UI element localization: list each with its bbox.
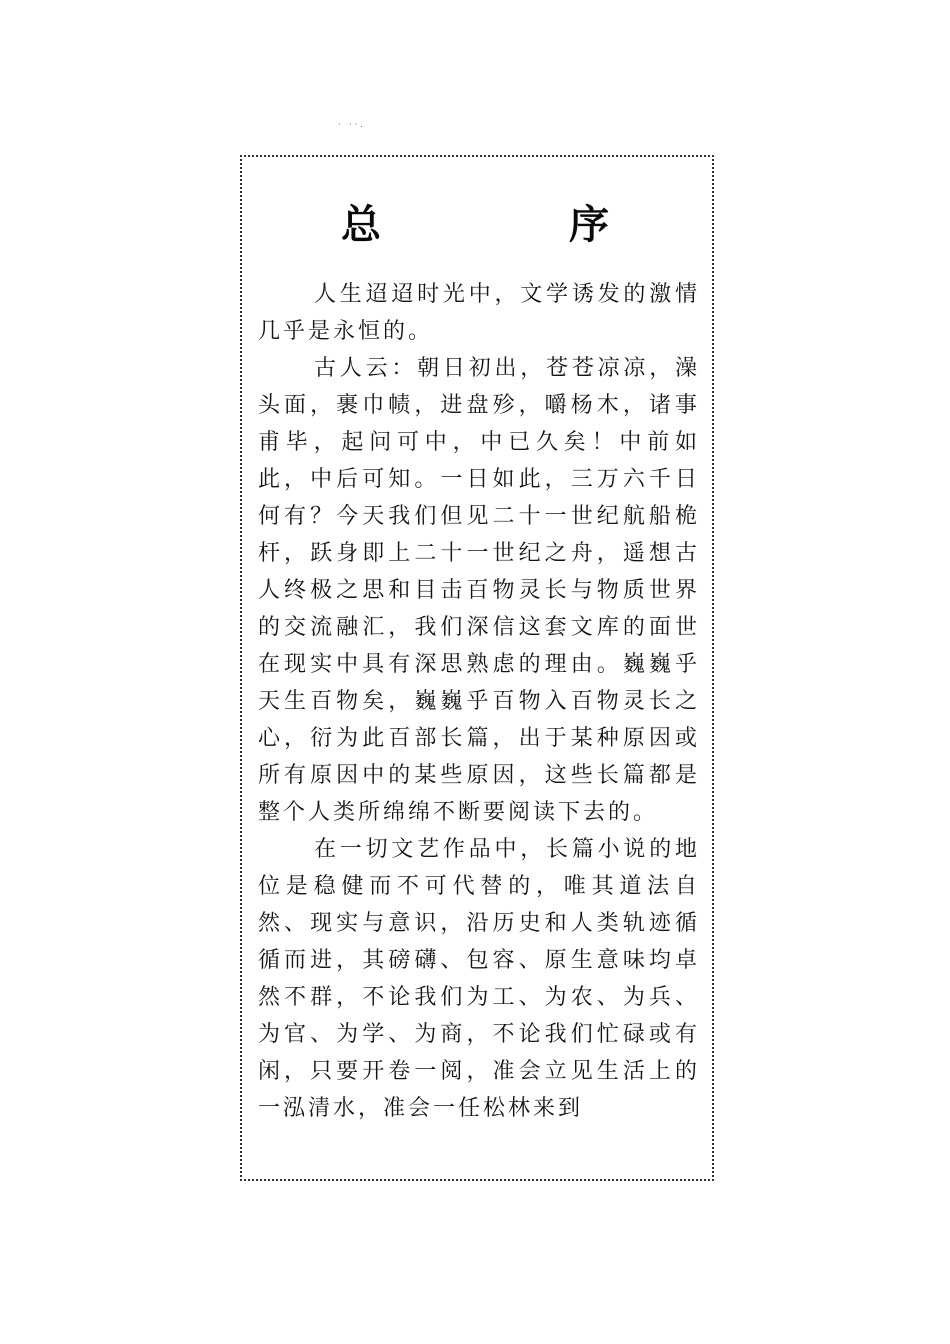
paragraph-2: 古人云：朝日初出，苍苍凉凉，澡头面，裹巾帻，进盘殄，嚼杨木，诸事甫毕，起问可中，中已久矣！中前如此，中后可知。一日如此，三万六千日何有？今天我们但见二十一世纪航船桅杆，跃身即上二十一世纪之舟，遥想古人终极之思和目击百物灵长与物质世界的交流融汇，我们深信这套文库的面世在现实中具有深思熟虑的理由。巍巍乎天生百物矣，巍巍乎百物入百物灵长之心，衍为此百部长篇，出于某种原因或所有原因中的某些原因，这些长篇都是整个人类所绵绵不断要阅读下去的。	[258, 356, 700, 825]
body-text	[258, 276, 700, 1127]
scan-speck: · ··.	[338, 120, 366, 129]
paragraph-1: 人生迢迢时光中，文学诱发的激情几乎是永恒的。	[258, 282, 700, 344]
page-title: 总 序	[341, 202, 683, 248]
paragraph-3: 在一切文艺作品中，长篇小说的地位是稳健而不可代替的，唯其道法自然、现实与意识，沿历史和人类轨迹循循而进，其磅礴、包容、原生意味均卓然不群，不论我们为工、为农、为兵、为官、为学、为商，不论我们忙碌或有闲，只要开卷一阅，准会立见生活上的一泓清水，准会一任松林来到	[258, 837, 700, 1121]
